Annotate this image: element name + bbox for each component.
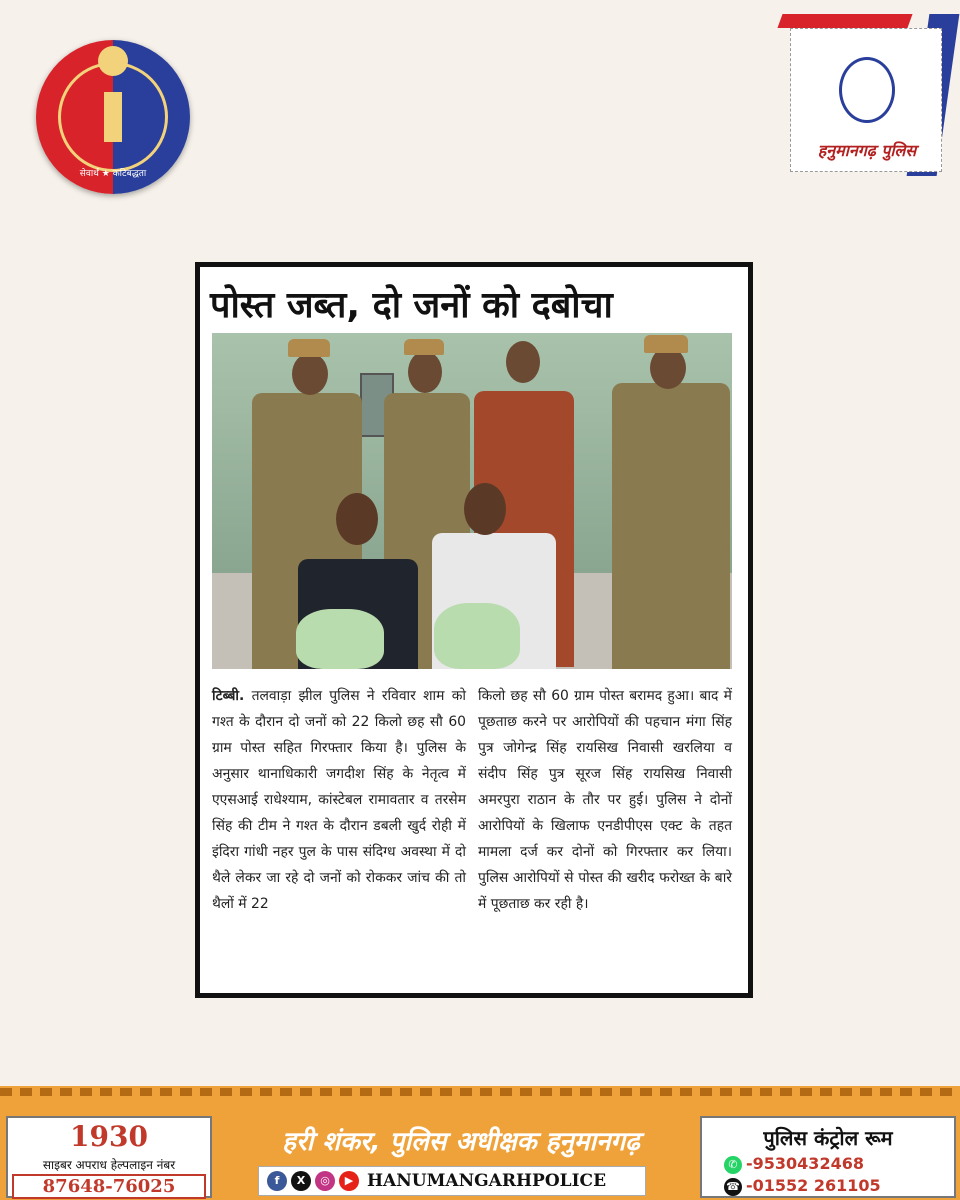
- news-photo: [212, 333, 732, 669]
- poppy-husk-bag: [296, 609, 384, 669]
- article-text-1: तलवाड़ा झील पुलिस ने रविवार शाम को गश्त के दौरान दो जनों को 22 किलो छह सौ 60 ग्राम पोस्त सहित गिरफ्तार किया है। पुलिस के अनुसार थानाधिकारी जगदीश सिंह के नेतृत्व में एएसआई राधेश्याम, कांस्टेबल रामावतार व तरसेम सिंह की टीम ने गश्त के दौरान डबली खुर्द रोही में इंदिरा गांधी नहर पुल के पास संदिग्ध अवस्था में दो थैले लेकर जा रहे दो जनों को रोककर जांच की तो थैलों में 22: [212, 688, 466, 912]
- youtube-icon[interactable]: ▶: [339, 1171, 359, 1191]
- article-column-2: किलो छह सौ 60 ग्राम पोस्त बरामद हुआ। बाद में पूछताछ करने पर आरोपियों की पहचान मंगा सिंह पुत्र जोगेन्द्र सिंह रायसिख निवासी खरलिया व संदीप सिंह पुत्र सूरज सिंह रायसिख निवासी अमरपुरा राठान के तौर पर हुई। पुलिस ने दोनों आरोपियों के खिलाफ एनडीपीएस एक्ट के तहत मामला दर्ज कर दोनों को गिरफ्तार कर लिया। पुलिस आरोपियों से पोस्त की खरीद फरोख्त के बारे में पूछताछ कर रही है।: [478, 688, 732, 912]
- officer-head: [292, 353, 328, 395]
- officer-cap: [288, 339, 330, 357]
- poppy-husk-bag: [434, 603, 520, 669]
- footer-bar: [0, 1086, 960, 1200]
- x-icon[interactable]: X: [291, 1171, 311, 1191]
- state-emblem-icon: [98, 46, 128, 76]
- control-room-box: [700, 1116, 956, 1198]
- officer-figure: [612, 383, 730, 669]
- officer-head: [650, 347, 686, 389]
- footer-divider: [0, 1088, 960, 1096]
- headline: पोस्त जब्त, दो जनों को दबोचा: [210, 285, 613, 326]
- tower-icon: [104, 92, 122, 142]
- logo-stripe-red: [777, 14, 912, 28]
- instagram-icon[interactable]: ◎: [315, 1171, 335, 1191]
- control-room-title: पुलिस कंट्रोल रूम: [763, 1126, 893, 1150]
- cyber-helpline-number: 1930: [70, 1120, 148, 1153]
- officer-cap: [404, 339, 444, 355]
- logo-motto: सेवार्थ ★ कटिबद्धता: [79, 169, 147, 179]
- news-clipping: [195, 262, 753, 998]
- cyber-helpline-box: [6, 1116, 212, 1198]
- superintendent-name: हरी शंकर, पुलिस अधीक्षक हनुमानगढ़: [282, 1127, 640, 1157]
- accused-head: [464, 483, 506, 535]
- rajasthan-police-logo: [36, 40, 190, 194]
- cyber-helpline-phone: 87648-76025: [12, 1174, 206, 1199]
- accused-head: [336, 493, 378, 545]
- police-badge-icon: [839, 57, 895, 123]
- landline-number[interactable]: -01552 261105: [746, 1176, 881, 1195]
- logo-title: हनुमानगढ़ पुलिस: [817, 141, 917, 160]
- whatsapp-icon: ✆: [724, 1156, 742, 1174]
- officer-head: [408, 351, 442, 393]
- hanumangarh-police-logo: [780, 14, 948, 176]
- dateline: टिब्बी.: [212, 688, 245, 704]
- officer-cap: [644, 335, 688, 353]
- social-handle-text[interactable]: HANUMANGARHPOLICE: [367, 1171, 607, 1191]
- article-column-1: [212, 683, 466, 917]
- facebook-icon[interactable]: f: [267, 1171, 287, 1191]
- cyber-helpline-label: साइबर अपराध हेल्पलाइन नंबर: [42, 1158, 176, 1172]
- whatsapp-number[interactable]: -9530432468: [746, 1154, 864, 1173]
- constable-head: [506, 341, 540, 383]
- social-handles: [258, 1166, 646, 1196]
- phone-icon: ☎: [724, 1178, 742, 1196]
- logo-card: [790, 28, 942, 172]
